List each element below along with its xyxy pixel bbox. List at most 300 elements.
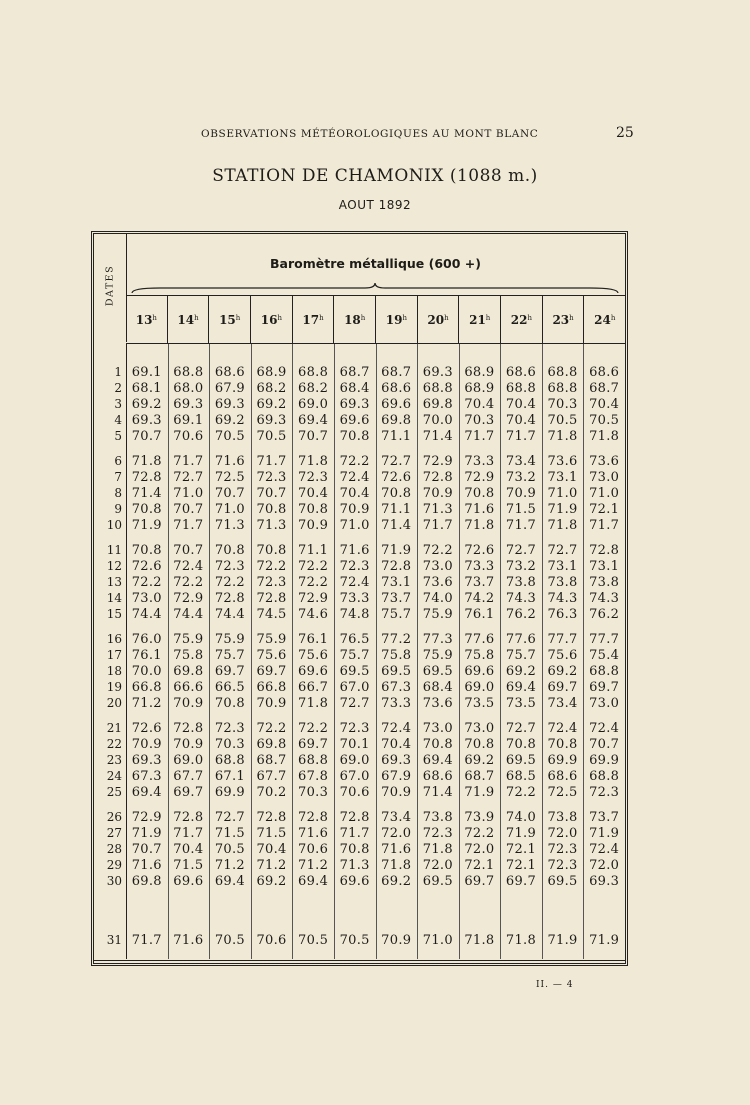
pressure-value: 76.5 <box>339 631 370 647</box>
table-row <box>94 631 625 647</box>
row-date: 7 <box>114 470 122 484</box>
pressure-value: 70.8 <box>339 841 370 857</box>
pressure-value: 71.7 <box>173 453 204 469</box>
pressure-value: 72.2 <box>298 558 329 574</box>
pressure-value: 68.6 <box>547 768 578 784</box>
pressure-value: 71.5 <box>256 825 287 841</box>
pressure-value: 76.3 <box>547 606 578 622</box>
pressure-value: 71.4 <box>422 784 453 800</box>
row-date: 17 <box>106 648 122 662</box>
pressure-value: 67.8 <box>298 768 329 784</box>
dates-column-header <box>94 234 127 342</box>
pressure-value: 69.4 <box>298 412 329 428</box>
pressure-value: 70.8 <box>547 736 578 752</box>
pressure-value: 75.9 <box>422 647 453 663</box>
hour-number: 22 <box>510 312 528 327</box>
pressure-value: 72.4 <box>547 720 578 736</box>
pressure-value: 69.3 <box>214 396 246 412</box>
pressure-value: 69.0 <box>464 679 495 695</box>
pressure-value: 74.3 <box>547 590 578 606</box>
pressure-value: 74.6 <box>298 606 329 622</box>
pressure-value: 69.7 <box>298 736 329 752</box>
pressure-value: 73.0 <box>422 720 453 736</box>
pressure-value: 68.8 <box>422 380 453 396</box>
pressure-value: 68.8 <box>589 768 620 784</box>
pressure-value: 70.9 <box>422 485 453 501</box>
pressure-value: 70.9 <box>381 784 412 800</box>
pressure-value: 75.4 <box>589 647 620 663</box>
pressure-value: 69.5 <box>547 873 578 889</box>
pressure-value: 69.3 <box>339 396 370 412</box>
pressure-value: 73.0 <box>131 590 162 606</box>
pressure-value: 67.0 <box>339 679 370 695</box>
row-date: 4 <box>114 413 122 427</box>
pressure-value: 69.9 <box>589 752 620 768</box>
pressure-value: 72.3 <box>214 558 246 574</box>
pressure-value: 68.7 <box>256 752 287 768</box>
pressure-value: 70.7 <box>173 501 204 517</box>
hour-suffix: h <box>152 313 157 322</box>
pressure-value: 71.9 <box>131 517 162 533</box>
pressure-value: 70.5 <box>298 932 329 948</box>
pressure-value: 69.4 <box>131 784 162 800</box>
pressure-value: 69.5 <box>505 752 537 768</box>
pressure-value: 72.3 <box>589 784 620 800</box>
hour-number: 16 <box>260 312 278 327</box>
pressure-value: 71.7 <box>505 517 537 533</box>
pressure-value: 72.0 <box>589 857 620 873</box>
table-row <box>94 825 625 841</box>
pressure-value: 68.9 <box>464 380 495 396</box>
pressure-value: 67.7 <box>256 768 287 784</box>
pressure-value: 70.8 <box>464 736 495 752</box>
table-row <box>94 542 625 558</box>
pressure-value: 70.8 <box>339 428 370 444</box>
pressure-value: 70.8 <box>131 501 162 517</box>
pressure-value: 71.6 <box>464 501 495 517</box>
row-date: 22 <box>106 737 122 751</box>
pressure-value: 71.9 <box>589 932 620 948</box>
pressure-value: 68.8 <box>298 752 329 768</box>
pressure-value: 70.5 <box>589 412 620 428</box>
pressure-value: 75.9 <box>422 606 453 622</box>
pressure-value: 71.7 <box>505 428 537 444</box>
table-row <box>94 485 625 501</box>
hour-suffix: h <box>194 313 199 322</box>
pressure-value: 73.3 <box>381 695 412 711</box>
pressure-value: 74.0 <box>505 809 537 825</box>
pressure-value: 68.4 <box>422 679 453 695</box>
pressure-value: 72.4 <box>589 841 620 857</box>
pressure-value: 71.9 <box>381 542 412 558</box>
pressure-value: 70.8 <box>214 695 246 711</box>
pressure-value: 71.7 <box>256 453 287 469</box>
pressure-value: 72.7 <box>173 469 204 485</box>
pressure-value: 72.6 <box>381 469 412 485</box>
pressure-value: 66.8 <box>131 679 162 695</box>
pressure-value: 71.9 <box>464 784 495 800</box>
pressure-value: 77.3 <box>422 631 453 647</box>
pressure-value: 75.9 <box>173 631 204 647</box>
pressure-value: 72.7 <box>547 542 578 558</box>
pressure-value: 71.8 <box>298 453 329 469</box>
pressure-value: 70.6 <box>173 428 204 444</box>
hour-header-cell <box>584 296 625 343</box>
pressure-value: 71.0 <box>173 485 204 501</box>
row-date: 9 <box>114 502 122 516</box>
pressure-value: 76.1 <box>131 647 162 663</box>
pressure-value: 71.0 <box>547 485 578 501</box>
table-row <box>94 809 625 825</box>
pressure-value: 73.1 <box>381 574 412 590</box>
pressure-value: 73.1 <box>547 558 578 574</box>
row-date: 12 <box>106 559 122 573</box>
table-row <box>94 501 625 517</box>
pressure-value: 69.1 <box>131 364 162 380</box>
pressure-value: 72.8 <box>381 558 412 574</box>
pressure-value: 69.4 <box>298 873 329 889</box>
pressure-value: 70.9 <box>256 695 287 711</box>
row-date: 21 <box>106 721 122 735</box>
pressure-value: 74.4 <box>173 606 204 622</box>
table-row <box>94 574 625 590</box>
row-date: 10 <box>106 518 122 532</box>
pressure-value: 68.8 <box>547 380 578 396</box>
pressure-value: 71.6 <box>173 932 204 948</box>
pressure-value: 70.9 <box>381 932 412 948</box>
pressure-value: 68.6 <box>381 380 412 396</box>
table-row <box>94 857 625 873</box>
pressure-value: 72.3 <box>339 720 370 736</box>
pressure-value: 73.0 <box>589 469 620 485</box>
pressure-value: 69.0 <box>173 752 204 768</box>
table-row <box>94 720 625 736</box>
pressure-value: 69.9 <box>547 752 578 768</box>
table-row <box>94 752 625 768</box>
pressure-value: 69.2 <box>464 752 495 768</box>
pressure-value: 70.4 <box>464 396 495 412</box>
pressure-value: 67.3 <box>131 768 162 784</box>
row-date: 11 <box>106 543 122 557</box>
row-date: 6 <box>114 454 122 468</box>
pressure-value: 73.7 <box>464 574 495 590</box>
pressure-value: 72.8 <box>339 809 370 825</box>
pressure-value: 66.6 <box>173 679 204 695</box>
hour-suffix: h <box>569 313 574 322</box>
pressure-value: 69.6 <box>173 873 204 889</box>
pressure-value: 71.0 <box>422 932 453 948</box>
row-date: 28 <box>106 842 122 856</box>
row-date: 16 <box>106 632 122 646</box>
table-row <box>94 469 625 485</box>
pressure-value: 68.4 <box>339 380 370 396</box>
row-date: 23 <box>106 753 122 767</box>
pressure-value: 68.6 <box>422 768 453 784</box>
pressure-value: 71.9 <box>505 825 537 841</box>
pressure-value: 71.3 <box>214 517 246 533</box>
pressure-value: 72.7 <box>505 720 537 736</box>
pressure-value: 69.5 <box>422 873 453 889</box>
pressure-value: 69.6 <box>464 663 495 679</box>
pressure-value: 70.7 <box>589 736 620 752</box>
hour-header-cell <box>209 296 251 343</box>
pressure-value: 71.6 <box>214 453 246 469</box>
hour-header-cell <box>418 296 460 343</box>
pressure-value: 69.2 <box>214 412 246 428</box>
pressure-value: 69.3 <box>381 752 412 768</box>
pressure-value: 69.4 <box>214 873 246 889</box>
pressure-value: 70.6 <box>298 841 329 857</box>
hour-suffix: h <box>360 313 366 322</box>
running-header <box>0 125 750 146</box>
hour-suffix: h <box>277 313 282 322</box>
pressure-value: 75.9 <box>256 631 287 647</box>
pressure-value: 66.7 <box>298 679 329 695</box>
pressure-value: 70.4 <box>173 841 204 857</box>
hour-number: 17 <box>302 312 320 327</box>
pressure-value: 70.8 <box>464 485 495 501</box>
pressure-value: 69.3 <box>173 396 204 412</box>
pressure-value: 75.7 <box>381 606 412 622</box>
pressure-value: 68.9 <box>464 364 495 380</box>
row-date: 5 <box>114 429 122 443</box>
pressure-value: 68.2 <box>298 380 329 396</box>
pressure-value: 73.6 <box>589 453 620 469</box>
table-row <box>94 558 625 574</box>
pressure-value: 69.7 <box>547 679 578 695</box>
table-row <box>94 679 625 695</box>
pressure-value: 73.0 <box>464 720 495 736</box>
pressure-value: 72.2 <box>422 542 453 558</box>
hour-number: 14 <box>177 312 195 327</box>
pressure-value: 69.5 <box>422 663 453 679</box>
pressure-value: 70.7 <box>131 841 162 857</box>
pressure-value: 71.7 <box>131 932 162 948</box>
table-row <box>94 784 625 800</box>
pressure-value: 73.4 <box>381 809 412 825</box>
pressure-value: 71.8 <box>422 841 453 857</box>
pressure-value: 72.4 <box>381 720 412 736</box>
pressure-value: 76.0 <box>131 631 162 647</box>
row-date: 30 <box>106 874 122 888</box>
pressure-value: 70.4 <box>256 841 287 857</box>
pressure-value: 73.5 <box>464 695 495 711</box>
hour-header-cell <box>293 296 335 343</box>
pressure-value: 72.2 <box>131 574 162 590</box>
pressure-value: 72.2 <box>464 825 495 841</box>
pressure-value: 71.3 <box>256 517 287 533</box>
pressure-value: 72.1 <box>505 857 537 873</box>
pressure-value: 71.7 <box>422 517 453 533</box>
row-date: 27 <box>106 826 122 840</box>
hour-number: 21 <box>469 312 486 327</box>
pressure-value: 70.7 <box>131 428 162 444</box>
pressure-value: 72.1 <box>464 857 495 873</box>
row-date: 15 <box>106 607 122 621</box>
hour-suffix: h <box>402 313 407 322</box>
pressure-value: 71.7 <box>173 517 204 533</box>
pressure-value: 77.7 <box>547 631 578 647</box>
pressure-value: 70.5 <box>214 841 246 857</box>
pressure-value: 72.2 <box>214 574 246 590</box>
pressure-value: 70.4 <box>381 736 412 752</box>
hour-header-cell <box>126 296 168 343</box>
pressure-value: 72.7 <box>381 453 412 469</box>
pressure-value: 72.2 <box>256 720 287 736</box>
pressure-value: 70.8 <box>298 501 329 517</box>
pressure-value: 70.7 <box>256 485 287 501</box>
pressure-value: 72.7 <box>339 695 370 711</box>
pressure-value: 70.4 <box>339 485 370 501</box>
table-row <box>94 932 625 948</box>
pressure-value: 71.2 <box>131 695 162 711</box>
hour-number: 23 <box>552 312 570 327</box>
row-date: 19 <box>106 680 122 694</box>
pressure-value: 68.8 <box>589 663 620 679</box>
pressure-value: 69.2 <box>505 663 537 679</box>
pressure-value: 68.6 <box>214 364 246 380</box>
hour-suffix: h <box>444 313 449 322</box>
pressure-value: 70.6 <box>256 932 287 948</box>
pressure-value: 69.8 <box>173 663 204 679</box>
pressure-value: 68.7 <box>464 768 495 784</box>
hour-header-cell <box>376 296 418 343</box>
pressure-value: 69.7 <box>589 679 620 695</box>
pressure-value: 68.8 <box>298 364 329 380</box>
pressure-value: 71.4 <box>422 428 453 444</box>
pressure-value: 71.8 <box>298 695 329 711</box>
pressure-value: 71.8 <box>547 428 578 444</box>
pressure-value: 70.2 <box>256 784 287 800</box>
pressure-value: 72.4 <box>589 720 620 736</box>
pressure-value: 73.2 <box>505 558 537 574</box>
pressure-value: 72.0 <box>422 857 453 873</box>
pressure-value: 77.6 <box>464 631 495 647</box>
pressure-value: 70.3 <box>464 412 495 428</box>
table-row <box>94 663 625 679</box>
row-date: 20 <box>106 696 122 710</box>
pressure-value: 68.9 <box>256 364 287 380</box>
pressure-value: 72.7 <box>505 542 537 558</box>
pressure-value: 71.6 <box>381 841 412 857</box>
pressure-value: 72.4 <box>339 574 370 590</box>
hour-header-cell <box>501 296 543 343</box>
hour-header-cell <box>543 296 585 343</box>
pressure-value: 71.3 <box>422 501 453 517</box>
pressure-value: 71.8 <box>464 517 495 533</box>
pressure-value: 69.7 <box>214 663 246 679</box>
pressure-value: 69.2 <box>256 873 287 889</box>
pressure-value: 68.7 <box>339 364 370 380</box>
pressure-value: 75.6 <box>547 647 578 663</box>
pressure-value: 70.9 <box>339 501 370 517</box>
table-row <box>94 380 625 396</box>
pressure-value: 71.5 <box>214 825 246 841</box>
pressure-value: 68.7 <box>381 364 412 380</box>
pressure-value: 70.5 <box>547 412 578 428</box>
hour-header-cell <box>459 296 501 343</box>
pressure-value: 69.0 <box>339 752 370 768</box>
pressure-value: 70.4 <box>298 485 329 501</box>
hour-number: 15 <box>219 312 236 327</box>
pressure-value: 72.8 <box>131 469 162 485</box>
pressure-value: 73.8 <box>505 574 537 590</box>
table-row <box>94 606 625 622</box>
pressure-value: 72.3 <box>547 841 578 857</box>
pressure-value: 76.2 <box>589 606 620 622</box>
pressure-value: 67.0 <box>339 768 370 784</box>
dates-label: DATES <box>104 264 116 307</box>
pressure-value: 71.8 <box>505 932 537 948</box>
pressure-value: 69.3 <box>131 752 162 768</box>
pressure-value: 69.4 <box>505 679 537 695</box>
pressure-value: 73.3 <box>464 558 495 574</box>
row-date: 14 <box>106 591 122 605</box>
brace-icon <box>130 282 620 294</box>
pressure-value: 70.0 <box>131 663 162 679</box>
pressure-value: 72.8 <box>589 542 620 558</box>
pressure-value: 70.7 <box>298 428 329 444</box>
pressure-value: 71.7 <box>464 428 495 444</box>
sheet-signature: II. — 4 <box>536 980 574 990</box>
hour-header-cell <box>334 296 376 343</box>
pressure-value: 70.8 <box>256 542 287 558</box>
pressure-value: 73.3 <box>464 453 495 469</box>
pressure-value: 69.0 <box>298 396 329 412</box>
pressure-value: 69.3 <box>256 412 287 428</box>
pressure-value: 69.5 <box>339 663 370 679</box>
hour-number: 24 <box>594 312 611 327</box>
pressure-value: 69.7 <box>505 873 537 889</box>
pressure-value: 69.6 <box>339 873 370 889</box>
row-date: 3 <box>114 397 122 411</box>
pressure-value: 71.8 <box>464 932 495 948</box>
table-row <box>94 768 625 784</box>
pressure-value: 71.8 <box>131 453 162 469</box>
pressure-value: 71.7 <box>589 517 620 533</box>
table-row <box>94 364 625 380</box>
pressure-value: 68.5 <box>505 768 537 784</box>
pressure-value: 70.5 <box>214 932 246 948</box>
table-row <box>94 647 625 663</box>
pressure-value: 67.7 <box>173 768 204 784</box>
pressure-value: 71.1 <box>381 501 412 517</box>
pressure-value: 70.6 <box>339 784 370 800</box>
pressure-value: 69.7 <box>173 784 204 800</box>
pressure-value: 69.2 <box>131 396 162 412</box>
pressure-value: 70.8 <box>214 542 246 558</box>
table-row <box>94 412 625 428</box>
pressure-value: 74.8 <box>339 606 370 622</box>
row-date: 29 <box>106 858 122 872</box>
pressure-value: 73.7 <box>589 809 620 825</box>
hour-header-cell <box>251 296 293 343</box>
hour-number: 13 <box>135 312 153 327</box>
pressure-value: 69.6 <box>339 412 370 428</box>
hour-header-row <box>126 295 625 344</box>
pressure-value: 74.4 <box>131 606 162 622</box>
pressure-value: 70.9 <box>505 485 537 501</box>
pressure-value: 71.9 <box>589 825 620 841</box>
pressure-value: 72.7 <box>214 809 246 825</box>
pressure-value: 74.2 <box>464 590 495 606</box>
pressure-value: 73.6 <box>547 453 578 469</box>
pressure-value: 71.0 <box>589 485 620 501</box>
row-date: 25 <box>106 785 122 799</box>
pressure-value: 72.6 <box>131 720 162 736</box>
pressure-value: 66.5 <box>214 679 246 695</box>
pressure-value: 71.1 <box>298 542 329 558</box>
